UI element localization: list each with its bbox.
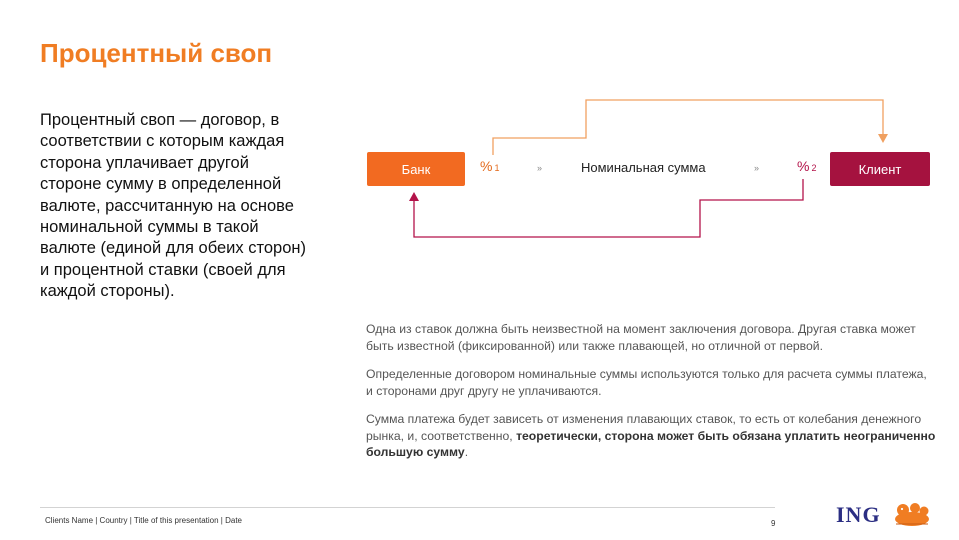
rate-index-2: 2	[811, 163, 817, 173]
percent-symbol-2: %	[797, 158, 810, 174]
red-arrowhead	[409, 192, 419, 201]
bank-box: Банк	[367, 152, 465, 186]
note-3-bold: теоретически, сторона может быть обязана уплатить неограниченно большую сумму	[366, 428, 936, 459]
notes-block	[366, 321, 936, 473]
rate-2-label	[797, 158, 816, 174]
rate-index-1: 1	[494, 163, 500, 173]
orange-arrowhead	[878, 134, 888, 143]
lion-icon	[892, 498, 932, 528]
definition-text: Процентный своп — договор, в соответствии с которым каждая сторона уплачивает другой стороне сумму в определенной валюте, рассчитанную на основе номинальной суммы в такой валюте (единой для обеих сторон) и процентной ставки (своей для каждой стороны).	[40, 111, 306, 301]
ing-logo	[836, 498, 932, 528]
percent-symbol-1: %	[480, 158, 493, 174]
flow-marker-left: »	[537, 163, 543, 173]
orange-flow-arrow	[493, 100, 883, 155]
client-box: Клиент	[830, 152, 930, 186]
red-flow-arrow	[414, 179, 803, 237]
flow-marker-right: »	[754, 163, 760, 173]
footer-text: Clients Name | Country | Title of this presentation | Date	[45, 516, 242, 525]
note-paragraph-2: Определенные договором номинальные суммы используются только для расчета суммы платежа, и сторонами друг другу не уплачиваются.	[366, 367, 927, 398]
logo-text: ING	[836, 502, 881, 527]
note-paragraph-1: Одна из ставок должна быть неизвестной на момент заключения договора. Другая ставка может быть известной (фиксированной) или также плавающей, но отличной от первой.	[366, 322, 916, 353]
page-number: 9	[771, 519, 776, 528]
note-paragraph-3	[366, 411, 936, 461]
rate-1-label	[480, 158, 499, 174]
notional-amount-label: Номинальная сумма	[581, 160, 706, 175]
note-3-start: Сумма платежа будет зависеть от изменения плавающих ставок, то есть от колебания денежного рынка, и, соответственно,	[366, 412, 922, 443]
page-title: Процентный своп	[40, 38, 273, 68]
footer-divider	[40, 507, 775, 508]
note-3-end: .	[464, 445, 469, 459]
